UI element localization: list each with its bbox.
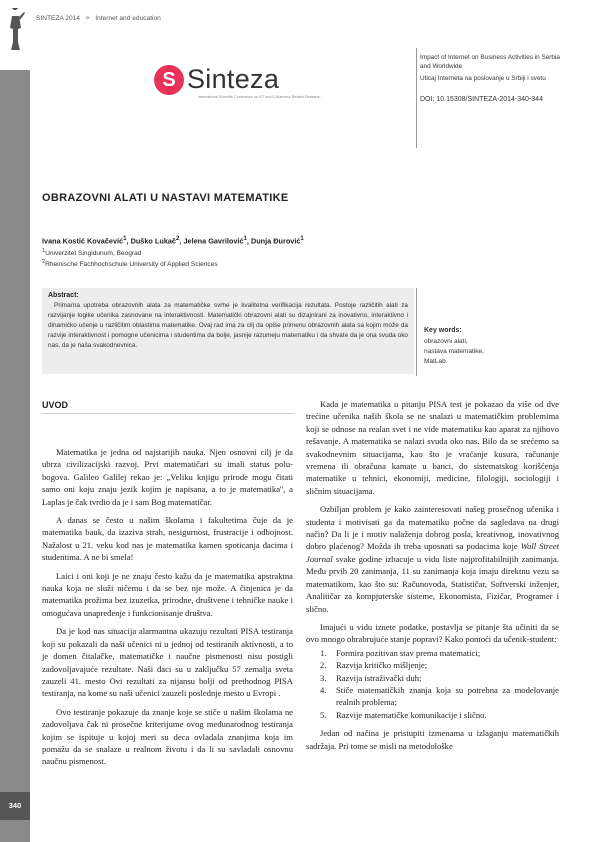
author-sup: 1	[300, 235, 304, 242]
abstract-text: Primarna upotreba obrazovnih alata za matematičke svrhe je kvalitetna verifikacija rezultata. Postoje različitih alati za razvijanje logike učenika zasnovane na interaktivnosti. Matematički obrazovni alati su dizajnirani za inovativno, interaktivno i dinamičko učenje u različitim oblastima matematike. Ovaj rad ima za cilj da opiše primenu obrazovnih alata sa kojim može da razvije interaktivnost i pomogne učenicima i studentima da bolje, jasnije razumeju matematiku i da shvate da je ona svuda oko nas, da je naša svakodnevnica.	[48, 302, 408, 349]
running-header	[36, 14, 161, 22]
separator-icon: ✧	[84, 15, 91, 22]
statue-icon	[6, 8, 26, 52]
author: Ivana Kostić Kovačević	[42, 236, 124, 246]
list-item	[320, 684, 559, 709]
list-item	[320, 672, 559, 684]
paragraph: Jedan od načina je pristupiti izmenama u izlaganju matematičkih sadržaja. Pri tome se misli na metodološke	[306, 728, 559, 751]
affiliation-sup: 1	[42, 248, 46, 254]
author-sup: 2	[176, 235, 180, 242]
doi: DOI: 10.15308/SINTEZA-2014-340-344	[420, 95, 543, 103]
list-number: 4.	[320, 684, 327, 695]
keyword: nastava matematike,	[424, 347, 484, 355]
paragraph-text: svake godine izbacuje u vidu liste najprofitabilnijih zanimanja. Među prvih 20 zanimanja, 11 su zanimanja koja imaju direktnu vezu sa matematikom, kao što su: Računovođa, Statističar, Softverski inženjer, Analitičar za kompjuterske sisteme, Ekonomista, Fizičar, Programer i slično.	[306, 553, 559, 614]
affiliation	[42, 259, 218, 268]
logo-tagline: International Scientific Conference on ICT and E-Business Related Research	[198, 95, 321, 99]
keyword: obrazovni alati,	[424, 337, 468, 345]
affiliation	[42, 248, 141, 257]
list-text: Razvije matematičke komunikacije i slično.	[336, 709, 487, 720]
author: Duško Lukač	[130, 236, 176, 246]
sinteza-logo	[154, 64, 279, 95]
logo-wordmark: Sinteza	[187, 64, 280, 94]
list-number: 5.	[320, 709, 327, 720]
paragraph-text: Ozbiljan problem je kako zainteresovati našeg prosečnog učenika i studenta i motivisati ga da matematiku počne da sagledava na drugi način? Da li je i motiv nalaženja dobrog posla, kreativnog, inovativnog dobro plaćenog? Možda ih treba uposnati sa podacima koje	[306, 504, 559, 552]
page-number: 340	[0, 792, 30, 820]
list-item	[320, 647, 559, 659]
divider-top	[416, 48, 417, 148]
affiliation-name: Univerzitet Singidunum, Beograd	[45, 250, 142, 258]
paragraph: Kada je matematika u pitanju PISA test je pokazao da više od dve trećine učenika naših škola se ne snalazi u matematičkim problemima koji se odnose na realan svet i ne vide matematiku kao aparat za njihovo rešavanje. A matematika se nalazi svuda oko nas. Bilo da se srećemo sa svakodnevnim situacijama, kao što je vraćanje kusura, računanje vremena ili obračuna kamate u banci, do sistematskog korišćenja matematike u tehnici, ekonomiji, medicine, filologiji, sociologiji i sličnim situacijama.	[306, 399, 559, 496]
list-number: 1.	[320, 647, 327, 658]
list-number: 3.	[320, 672, 327, 683]
paragraph	[306, 503, 559, 615]
list-text: Stiče matematičkih znanja koja su potrebna za modelovanje realnih problema;	[336, 684, 559, 708]
skills-list	[320, 647, 559, 721]
logo-mark: S	[154, 65, 184, 95]
journal-name: Wall Street Journal	[306, 541, 559, 564]
body-column-left	[42, 446, 293, 774]
author-list: Ivana Kostić Kovačević$^1$, Duško Lukač$^2$, Jelena Gavrilović$^1$, Dunja Đurović$^1$	[42, 235, 304, 246]
author-sup: 1	[123, 235, 127, 242]
affiliation-name: Rheinische Fachhochschule University of Applied Sciences	[45, 261, 218, 269]
running-head-title: SINTEZA 2014	[36, 15, 80, 22]
divider-keywords	[416, 288, 417, 376]
list-number: 2.	[320, 660, 327, 671]
publication-info	[420, 53, 570, 107]
list-item	[320, 709, 559, 721]
list-text: Formira pozitivan stav prema matematici;	[336, 647, 481, 658]
publication-title-en: Impact of Internet on Business Activities in Serbia and Worldwide	[420, 54, 560, 71]
running-head-track: Internet and education	[95, 15, 161, 22]
abstract-box	[42, 288, 414, 374]
publication-title-sr: Uticaj Interneta na poslovanje u Srbiji i svetu	[420, 74, 546, 82]
list-item	[320, 659, 559, 671]
author: Dunja Đurović	[250, 236, 301, 246]
paragraph: Matematika je jedna od najstarijih nauka. Njen osnovni cilj je da ubrza civilizacijski razvoj. Prvi matematičari su imali status polu-bogova. Galileo Galilej rekao je: „Veliku knjigu prirode mogu čitati samo oni koju znaju jezik kojim je napisana, a to je matematika'', a Laplas je čak tvrdio da je i sam Bog matematičar.	[42, 447, 293, 507]
keywords	[424, 326, 484, 367]
paragraph: Da je kod nas situacija alarmantna ukazuju rezultati PISA testiranja koji su pokazali da naši učenici ni u jednoj od testiranih aktivnosti, a to je domen čitalačke, matematičke i naučne pismenosti nisu postigli zadovoljavajuće rezultate. Naši đaci su u zaključku 57 zemalja sveta zauzeli 41. mesto Ovi rezultati za nijansu bolji od prethodnog PISA testiranja, na kome su naši učenici zauzeli poslednje mesto u Evropi .	[42, 626, 293, 699]
keywords-heading: Key words:	[424, 327, 462, 334]
paragraph: A danas se često u našim školama i fakultetima čuje da je matematika bauk, da izaziva strah, nesigurnost, frustracije i odbojnost. Nažalost u 21. veku kod nas je matematika kamen spoticanja đacima i studentima. A ne bi smela!	[42, 515, 293, 563]
paragraph: Imajući u vidu iznete podatke, postavlja se pitanje šta učiniti da se ovo mnogo ohrabrujuće stanje popravi? Kako pomoći da učenik-student:	[306, 621, 559, 645]
paragraph: Laici i oni koji je ne znaju često kažu da je matematika apstraktna nauka koja ne služi ničemu i da se bez nje može. A činjenica je da matematika prožima bez izuzetka, prirodne, društvene i tehničke nauke i omogućava unapređenje i funkcionisanje društva.	[42, 570, 293, 618]
keyword: MatLab.	[424, 357, 448, 365]
paper-title: OBRAZOVNI ALATI U NASTAVI MATEMATIKE	[42, 192, 289, 204]
affiliation-sup: 2	[42, 259, 46, 265]
author-sup: 1	[243, 235, 247, 242]
abstract-heading: Abstract:	[48, 292, 79, 299]
list-text: Razvija istraživački duh;	[336, 672, 422, 683]
section-heading: UVOD	[42, 400, 69, 410]
body-column-right	[306, 398, 559, 758]
paragraph: Ovo testiranje pokazuje da znanje koje se stiče u našim školama ne zadovoljava čak ni prosečne kriterijume ovog međunarodnog testiranja kojim se ispituje u kojoj meri su deca ovladala znanjima koja im pomažu da se snalaze u realnom životu i da li su savladali osnovnu naučnu pismenost.	[42, 706, 293, 767]
list-text: Razvija kritičko mišljenje;	[336, 660, 428, 671]
author: Jelena Gavrilović	[183, 236, 244, 246]
section-rule	[42, 413, 294, 414]
sidebar-strip	[0, 70, 30, 842]
